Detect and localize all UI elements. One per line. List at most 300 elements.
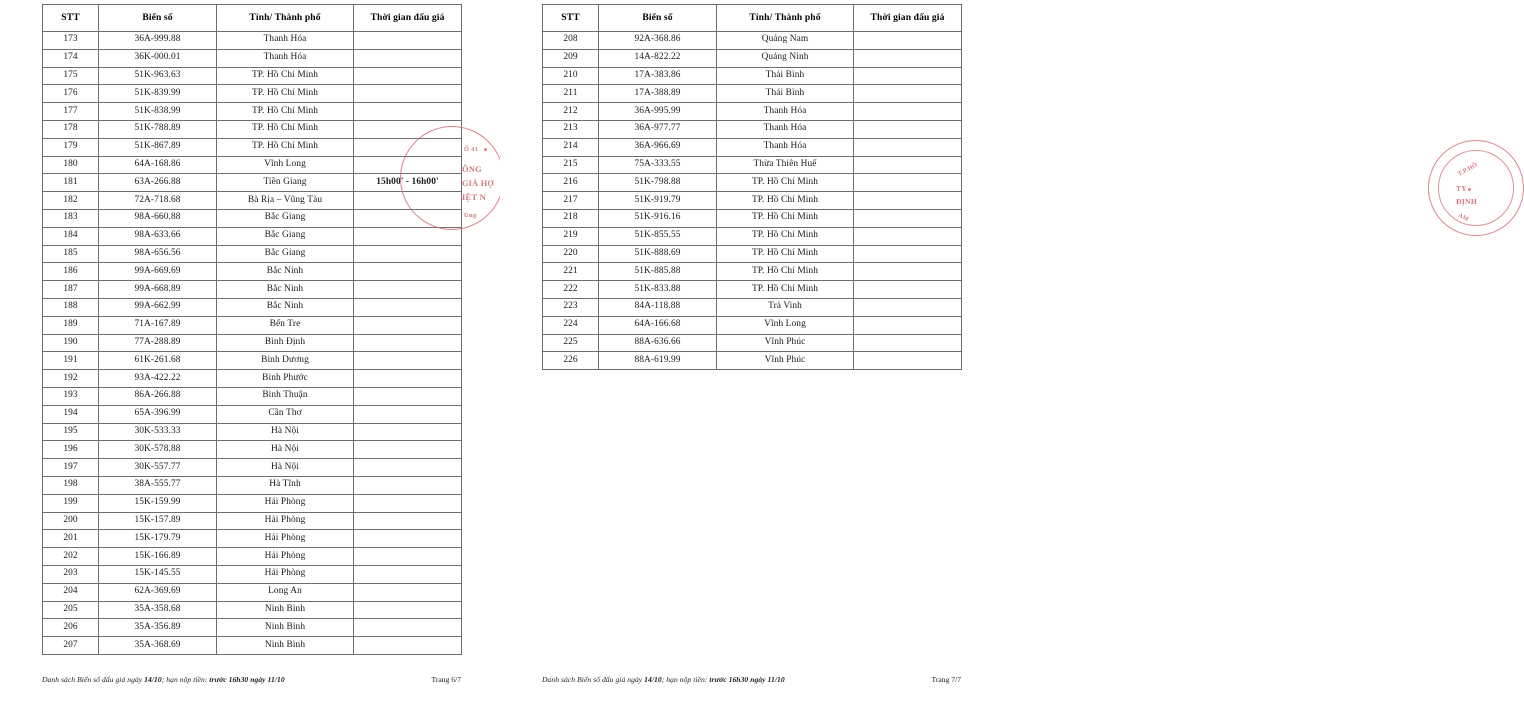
cell-stt: 175	[43, 67, 99, 85]
cell-stt: 181	[43, 174, 99, 192]
cell-stt: 190	[43, 334, 99, 352]
seal-text-line-4: IỆT N	[462, 193, 486, 202]
table-header-row	[543, 5, 962, 32]
table-row	[543, 67, 962, 85]
column-header-plate: Biển số	[599, 5, 717, 32]
cell-auction-time: 15h00' - 16h00'	[354, 174, 462, 192]
table-row	[543, 316, 962, 334]
table-row	[43, 476, 462, 494]
table-row	[43, 316, 462, 334]
cell-stt: 196	[43, 441, 99, 459]
cell-plate: 64A-166.68	[599, 316, 717, 334]
cell-province: TP. Hồ Chí Minh	[717, 281, 854, 299]
cell-auction-time	[354, 281, 462, 299]
cell-plate: 51K-798.88	[599, 174, 717, 192]
cell-province: Bình Thuận	[217, 387, 354, 405]
auction-plate-table	[542, 4, 962, 370]
cell-province: Thái Bình	[717, 85, 854, 103]
cell-plate: 88A-619.99	[599, 352, 717, 370]
cell-plate: 30K-578.88	[99, 441, 217, 459]
cell-province: Hà Nội	[217, 423, 354, 441]
cell-auction-time	[854, 316, 962, 334]
cell-auction-time	[854, 298, 962, 316]
cell-plate: 36A-977.77	[599, 120, 717, 138]
table-row	[43, 192, 462, 210]
cell-auction-time	[854, 120, 962, 138]
cell-auction-time	[854, 32, 962, 50]
cell-plate: 35A-358.68	[99, 601, 217, 619]
cell-auction-time	[354, 298, 462, 316]
cell-auction-time	[354, 459, 462, 477]
cell-province: TP. Hồ Chí Minh	[217, 67, 354, 85]
column-header-plate: Biển số	[99, 5, 217, 32]
cell-plate: 51K-788.89	[99, 120, 217, 138]
cell-stt: 198	[43, 476, 99, 494]
table-row	[43, 423, 462, 441]
table-row	[543, 85, 962, 103]
cell-plate: 92A-368.86	[599, 32, 717, 50]
footer-note-prefix: Danh sách Biển số đấu giá ngày	[42, 675, 145, 684]
cell-province: TP. Hồ Chí Minh	[717, 263, 854, 281]
cell-plate: 15K-157.89	[99, 512, 217, 530]
cell-stt: 194	[43, 405, 99, 423]
cell-province: Tiền Giang	[217, 174, 354, 192]
cell-plate: 64A-168.86	[99, 156, 217, 174]
table-row	[543, 352, 962, 370]
cell-stt: 180	[43, 156, 99, 174]
cell-auction-time	[354, 387, 462, 405]
cell-plate: 62A-369.69	[99, 583, 217, 601]
table-row	[43, 387, 462, 405]
cell-auction-time	[854, 103, 962, 121]
cell-plate: 15K-166.89	[99, 548, 217, 566]
table-row	[43, 32, 462, 50]
seal-text-line-3: ĐỊNH	[1456, 197, 1478, 206]
table-header-row	[43, 5, 462, 32]
cell-auction-time	[854, 156, 962, 174]
table-row	[43, 174, 462, 192]
cell-plate: 98A-656.56	[99, 245, 217, 263]
cell-stt: 191	[43, 352, 99, 370]
cell-auction-time	[354, 565, 462, 583]
seal-text-line-1: T.P.HỒ	[1456, 161, 1479, 178]
cell-auction-time	[854, 352, 962, 370]
seal-text-line-4: AM	[1457, 211, 1470, 224]
cell-auction-time	[854, 85, 962, 103]
cell-province: TP. Hồ Chí Minh	[717, 227, 854, 245]
table-row	[543, 32, 962, 50]
cell-auction-time	[354, 583, 462, 601]
cell-stt: 203	[43, 565, 99, 583]
cell-stt: 195	[43, 423, 99, 441]
column-header-time: Thời gian đấu giá	[354, 5, 462, 32]
cell-stt: 197	[43, 459, 99, 477]
footer-note-deadline: trước 16h30 ngày 11/10	[209, 675, 285, 684]
cell-province: Vĩnh Phúc	[717, 334, 854, 352]
cell-auction-time	[854, 334, 962, 352]
cell-auction-time	[354, 32, 462, 50]
table-row	[43, 263, 462, 281]
cell-stt: 214	[543, 138, 599, 156]
cell-plate: 88A-636.66	[599, 334, 717, 352]
cell-stt: 187	[43, 281, 99, 299]
cell-auction-time	[354, 512, 462, 530]
cell-plate: 51K-885.88	[599, 263, 717, 281]
cell-auction-time	[354, 245, 462, 263]
table-row	[43, 619, 462, 637]
cell-auction-time	[854, 263, 962, 281]
cell-plate: 17A-388.89	[599, 85, 717, 103]
cell-auction-time	[354, 619, 462, 637]
cell-province: Bắc Giang	[217, 209, 354, 227]
cell-stt: 219	[543, 227, 599, 245]
cell-stt: 199	[43, 494, 99, 512]
page-footer	[542, 675, 961, 684]
cell-stt: 210	[543, 67, 599, 85]
cell-plate: 51K-888.69	[599, 245, 717, 263]
cell-auction-time	[354, 316, 462, 334]
seal-outer-ring	[1428, 140, 1524, 236]
cell-auction-time	[354, 601, 462, 619]
table-row	[43, 85, 462, 103]
cell-stt: 177	[43, 103, 99, 121]
cell-plate: 61K-261.68	[99, 352, 217, 370]
cell-province: Thái Bình	[717, 67, 854, 85]
cell-province: Bến Tre	[217, 316, 354, 334]
cell-stt: 218	[543, 209, 599, 227]
cell-province: Bắc Ninh	[217, 298, 354, 316]
cell-auction-time	[354, 103, 462, 121]
cell-stt: 179	[43, 138, 99, 156]
cell-province: Hải Phòng	[217, 548, 354, 566]
cell-province: TP. Hồ Chí Minh	[717, 209, 854, 227]
cell-stt: 215	[543, 156, 599, 174]
official-seal-left	[462, 124, 498, 232]
cell-plate: 86A-266.88	[99, 387, 217, 405]
cell-stt: 211	[543, 85, 599, 103]
table-row	[543, 174, 962, 192]
cell-auction-time	[854, 174, 962, 192]
table-row	[43, 49, 462, 67]
cell-province: Hải Phòng	[217, 512, 354, 530]
cell-auction-time	[354, 494, 462, 512]
cell-auction-time	[854, 209, 962, 227]
cell-auction-time	[354, 85, 462, 103]
cell-plate: 75A-333.55	[599, 156, 717, 174]
cell-plate: 93A-422.22	[99, 370, 217, 388]
cell-auction-time	[354, 441, 462, 459]
table-row	[43, 352, 462, 370]
cell-plate: 17A-383.86	[599, 67, 717, 85]
table-row	[43, 281, 462, 299]
seal-text-line-3: GIÁ HỢ	[462, 179, 495, 188]
cell-plate: 51K-855.55	[599, 227, 717, 245]
cell-plate: 63A-266.88	[99, 174, 217, 192]
cell-province: Ninh Bình	[217, 601, 354, 619]
cell-province: TP. Hồ Chí Minh	[717, 174, 854, 192]
cell-stt: 178	[43, 120, 99, 138]
footer-note-date: 14/10	[644, 675, 662, 684]
table-row	[43, 405, 462, 423]
cell-plate: 98A-633.66	[99, 227, 217, 245]
cell-stt: 222	[543, 281, 599, 299]
seal-text-line-1: Ố 41	[464, 146, 479, 153]
footer-note	[542, 675, 785, 684]
cell-stt: 221	[543, 263, 599, 281]
cell-province: Thanh Hóa	[217, 32, 354, 50]
cell-auction-time	[354, 352, 462, 370]
cell-auction-time	[354, 227, 462, 245]
cell-auction-time	[354, 156, 462, 174]
cell-stt: 220	[543, 245, 599, 263]
footer-page-number: Trang 7/7	[931, 675, 961, 684]
cell-auction-time	[854, 49, 962, 67]
seal-text-line-2: ÔNG	[462, 165, 482, 174]
column-header-stt: STT	[43, 5, 99, 32]
footer-page-number: Trang 6/7	[431, 675, 461, 684]
cell-plate: 15K-179.79	[99, 530, 217, 548]
cell-auction-time	[854, 227, 962, 245]
table-row	[43, 459, 462, 477]
table-row	[43, 530, 462, 548]
table-row	[43, 103, 462, 121]
cell-stt: 204	[43, 583, 99, 601]
cell-province: Quảng Ninh	[717, 49, 854, 67]
table-row	[543, 192, 962, 210]
footer-note-mid: ; hạn nộp tiền:	[161, 675, 210, 684]
document-page-6	[0, 0, 500, 703]
cell-auction-time	[354, 370, 462, 388]
cell-province: TP. Hồ Chí Minh	[217, 138, 354, 156]
cell-plate: 35A-356.89	[99, 619, 217, 637]
cell-province: Bắc Ninh	[217, 281, 354, 299]
cell-stt: 173	[43, 32, 99, 50]
cell-province: Thanh Hóa	[717, 103, 854, 121]
seal-text-line-2: TY	[1456, 184, 1467, 193]
table-row	[43, 512, 462, 530]
table-row	[43, 245, 462, 263]
cell-province: Bình Định	[217, 334, 354, 352]
cell-stt: 200	[43, 512, 99, 530]
document-page-7	[500, 0, 1479, 703]
table-row	[543, 138, 962, 156]
cell-stt: 184	[43, 227, 99, 245]
cell-stt: 186	[43, 263, 99, 281]
cell-stt: 174	[43, 49, 99, 67]
cell-stt: 224	[543, 316, 599, 334]
cell-province: TP. Hồ Chí Minh	[717, 192, 854, 210]
cell-province: Vĩnh Phúc	[717, 352, 854, 370]
cell-plate: 51K-839.99	[99, 85, 217, 103]
table-row	[543, 209, 962, 227]
table-row	[543, 245, 962, 263]
cell-auction-time	[854, 67, 962, 85]
cell-plate: 51K-919.79	[599, 192, 717, 210]
official-seal-right	[1456, 140, 1486, 240]
cell-stt: 209	[543, 49, 599, 67]
cell-plate: 51K-833.88	[599, 281, 717, 299]
cell-province: TP. Hồ Chí Minh	[217, 103, 354, 121]
cell-plate: 84A-118.88	[599, 298, 717, 316]
cell-plate: 71A-167.89	[99, 316, 217, 334]
cell-province: Bình Dương	[217, 352, 354, 370]
cell-auction-time	[354, 67, 462, 85]
column-header-time: Thời gian đấu giá	[854, 5, 962, 32]
table-row	[43, 298, 462, 316]
cell-auction-time	[354, 334, 462, 352]
cell-plate: 51K-867.89	[99, 138, 217, 156]
cell-plate: 98A-660.88	[99, 209, 217, 227]
column-header-province: Tỉnh/ Thành phố	[717, 5, 854, 32]
cell-stt: 205	[43, 601, 99, 619]
cell-stt: 185	[43, 245, 99, 263]
seal-inner-ring	[1438, 150, 1514, 226]
cell-province: Hải Phòng	[217, 565, 354, 583]
cell-stt: 216	[543, 174, 599, 192]
table-row	[43, 548, 462, 566]
cell-province: Bà Rịa – Vũng Tàu	[217, 192, 354, 210]
cell-province: Thanh Hóa	[717, 138, 854, 156]
auction-plate-table	[42, 4, 462, 655]
seal-dot	[484, 148, 487, 151]
table-row	[43, 227, 462, 245]
cell-plate: 36K-000.01	[99, 49, 217, 67]
cell-province: Trà Vinh	[717, 298, 854, 316]
table-row	[543, 281, 962, 299]
cell-stt: 202	[43, 548, 99, 566]
cell-province: Thừa Thiên Huế	[717, 156, 854, 174]
cell-auction-time	[354, 423, 462, 441]
table-body	[543, 32, 962, 370]
footer-note-mid: ; hạn nộp tiền:	[661, 675, 710, 684]
cell-stt: 183	[43, 209, 99, 227]
table-row	[43, 583, 462, 601]
table-row	[543, 227, 962, 245]
cell-stt: 208	[543, 32, 599, 50]
cell-province: Hà Nội	[217, 441, 354, 459]
cell-plate: 36A-966.69	[599, 138, 717, 156]
cell-province: Hà Nội	[217, 459, 354, 477]
table-row	[543, 298, 962, 316]
cell-stt: 176	[43, 85, 99, 103]
cell-plate: 15K-145.55	[99, 565, 217, 583]
cell-province: TP. Hồ Chí Minh	[217, 85, 354, 103]
cell-plate: 30K-533.33	[99, 423, 217, 441]
table-row	[43, 370, 462, 388]
table-row	[543, 156, 962, 174]
cell-stt: 206	[43, 619, 99, 637]
cell-plate: 35A-368.69	[99, 637, 217, 655]
cell-stt: 189	[43, 316, 99, 334]
cell-province: Bắc Giang	[217, 245, 354, 263]
cell-stt: 225	[543, 334, 599, 352]
cell-province: Hải Phòng	[217, 530, 354, 548]
table-row	[543, 334, 962, 352]
cell-auction-time	[354, 120, 462, 138]
cell-stt: 193	[43, 387, 99, 405]
table-row	[43, 120, 462, 138]
cell-province: Hà Tĩnh	[217, 476, 354, 494]
table-row	[543, 49, 962, 67]
cell-plate: 15K-159.99	[99, 494, 217, 512]
cell-stt: 188	[43, 298, 99, 316]
cell-plate: 36A-995.99	[599, 103, 717, 121]
cell-plate: 51K-838.99	[99, 103, 217, 121]
cell-auction-time	[854, 281, 962, 299]
table-row	[43, 637, 462, 655]
cell-province: TP. Hồ Chí Minh	[217, 120, 354, 138]
table-row	[43, 209, 462, 227]
cell-plate: 51K-963.63	[99, 67, 217, 85]
cell-province: Quảng Nam	[717, 32, 854, 50]
footer-note-date: 14/10	[144, 675, 162, 684]
cell-plate: 99A-662.99	[99, 298, 217, 316]
table-row	[543, 120, 962, 138]
cell-auction-time	[854, 192, 962, 210]
cell-plate: 72A-718.68	[99, 192, 217, 210]
footer-note-prefix: Danh sách Biển số đấu giá ngày	[542, 675, 645, 684]
cell-plate: 36A-999.88	[99, 32, 217, 50]
table-row	[43, 601, 462, 619]
cell-plate: 65A-396.99	[99, 405, 217, 423]
cell-plate: 14A-822.22	[599, 49, 717, 67]
table-row	[43, 334, 462, 352]
cell-stt: 223	[543, 298, 599, 316]
cell-province: Vĩnh Long	[717, 316, 854, 334]
cell-province: Vĩnh Long	[217, 156, 354, 174]
table-row	[43, 441, 462, 459]
cell-auction-time	[354, 476, 462, 494]
cell-province: Long An	[217, 583, 354, 601]
cell-province: TP. Hồ Chí Minh	[717, 245, 854, 263]
footer-note-deadline: trước 16h30 ngày 11/10	[709, 675, 785, 684]
cell-auction-time	[854, 138, 962, 156]
cell-province: Thanh Hóa	[217, 49, 354, 67]
cell-auction-time	[354, 405, 462, 423]
cell-auction-time	[354, 548, 462, 566]
table-row	[43, 138, 462, 156]
cell-province: Hải Phòng	[217, 494, 354, 512]
cell-province: Bắc Giang	[217, 227, 354, 245]
cell-plate: 51K-916.16	[599, 209, 717, 227]
seal-text-line-5: Ùng	[464, 212, 477, 219]
cell-stt: 192	[43, 370, 99, 388]
cell-auction-time	[854, 245, 962, 263]
cell-auction-time	[354, 637, 462, 655]
cell-plate: 99A-668.89	[99, 281, 217, 299]
cell-province: Bắc Ninh	[217, 263, 354, 281]
cell-stt: 213	[543, 120, 599, 138]
cell-stt: 182	[43, 192, 99, 210]
cell-auction-time	[354, 138, 462, 156]
cell-plate: 99A-669.69	[99, 263, 217, 281]
footer-note	[42, 675, 285, 684]
cell-province: Thanh Hóa	[717, 120, 854, 138]
cell-province: Cần Thơ	[217, 405, 354, 423]
cell-stt: 217	[543, 192, 599, 210]
column-header-province: Tỉnh/ Thành phố	[217, 5, 354, 32]
cell-stt: 201	[43, 530, 99, 548]
cell-stt: 207	[43, 637, 99, 655]
cell-province: Ninh Bình	[217, 637, 354, 655]
cell-auction-time	[354, 192, 462, 210]
cell-province: Bình Phước	[217, 370, 354, 388]
cell-stt: 226	[543, 352, 599, 370]
table-row	[43, 494, 462, 512]
cell-auction-time	[354, 49, 462, 67]
table-row	[543, 263, 962, 281]
cell-plate: 30K-557.77	[99, 459, 217, 477]
